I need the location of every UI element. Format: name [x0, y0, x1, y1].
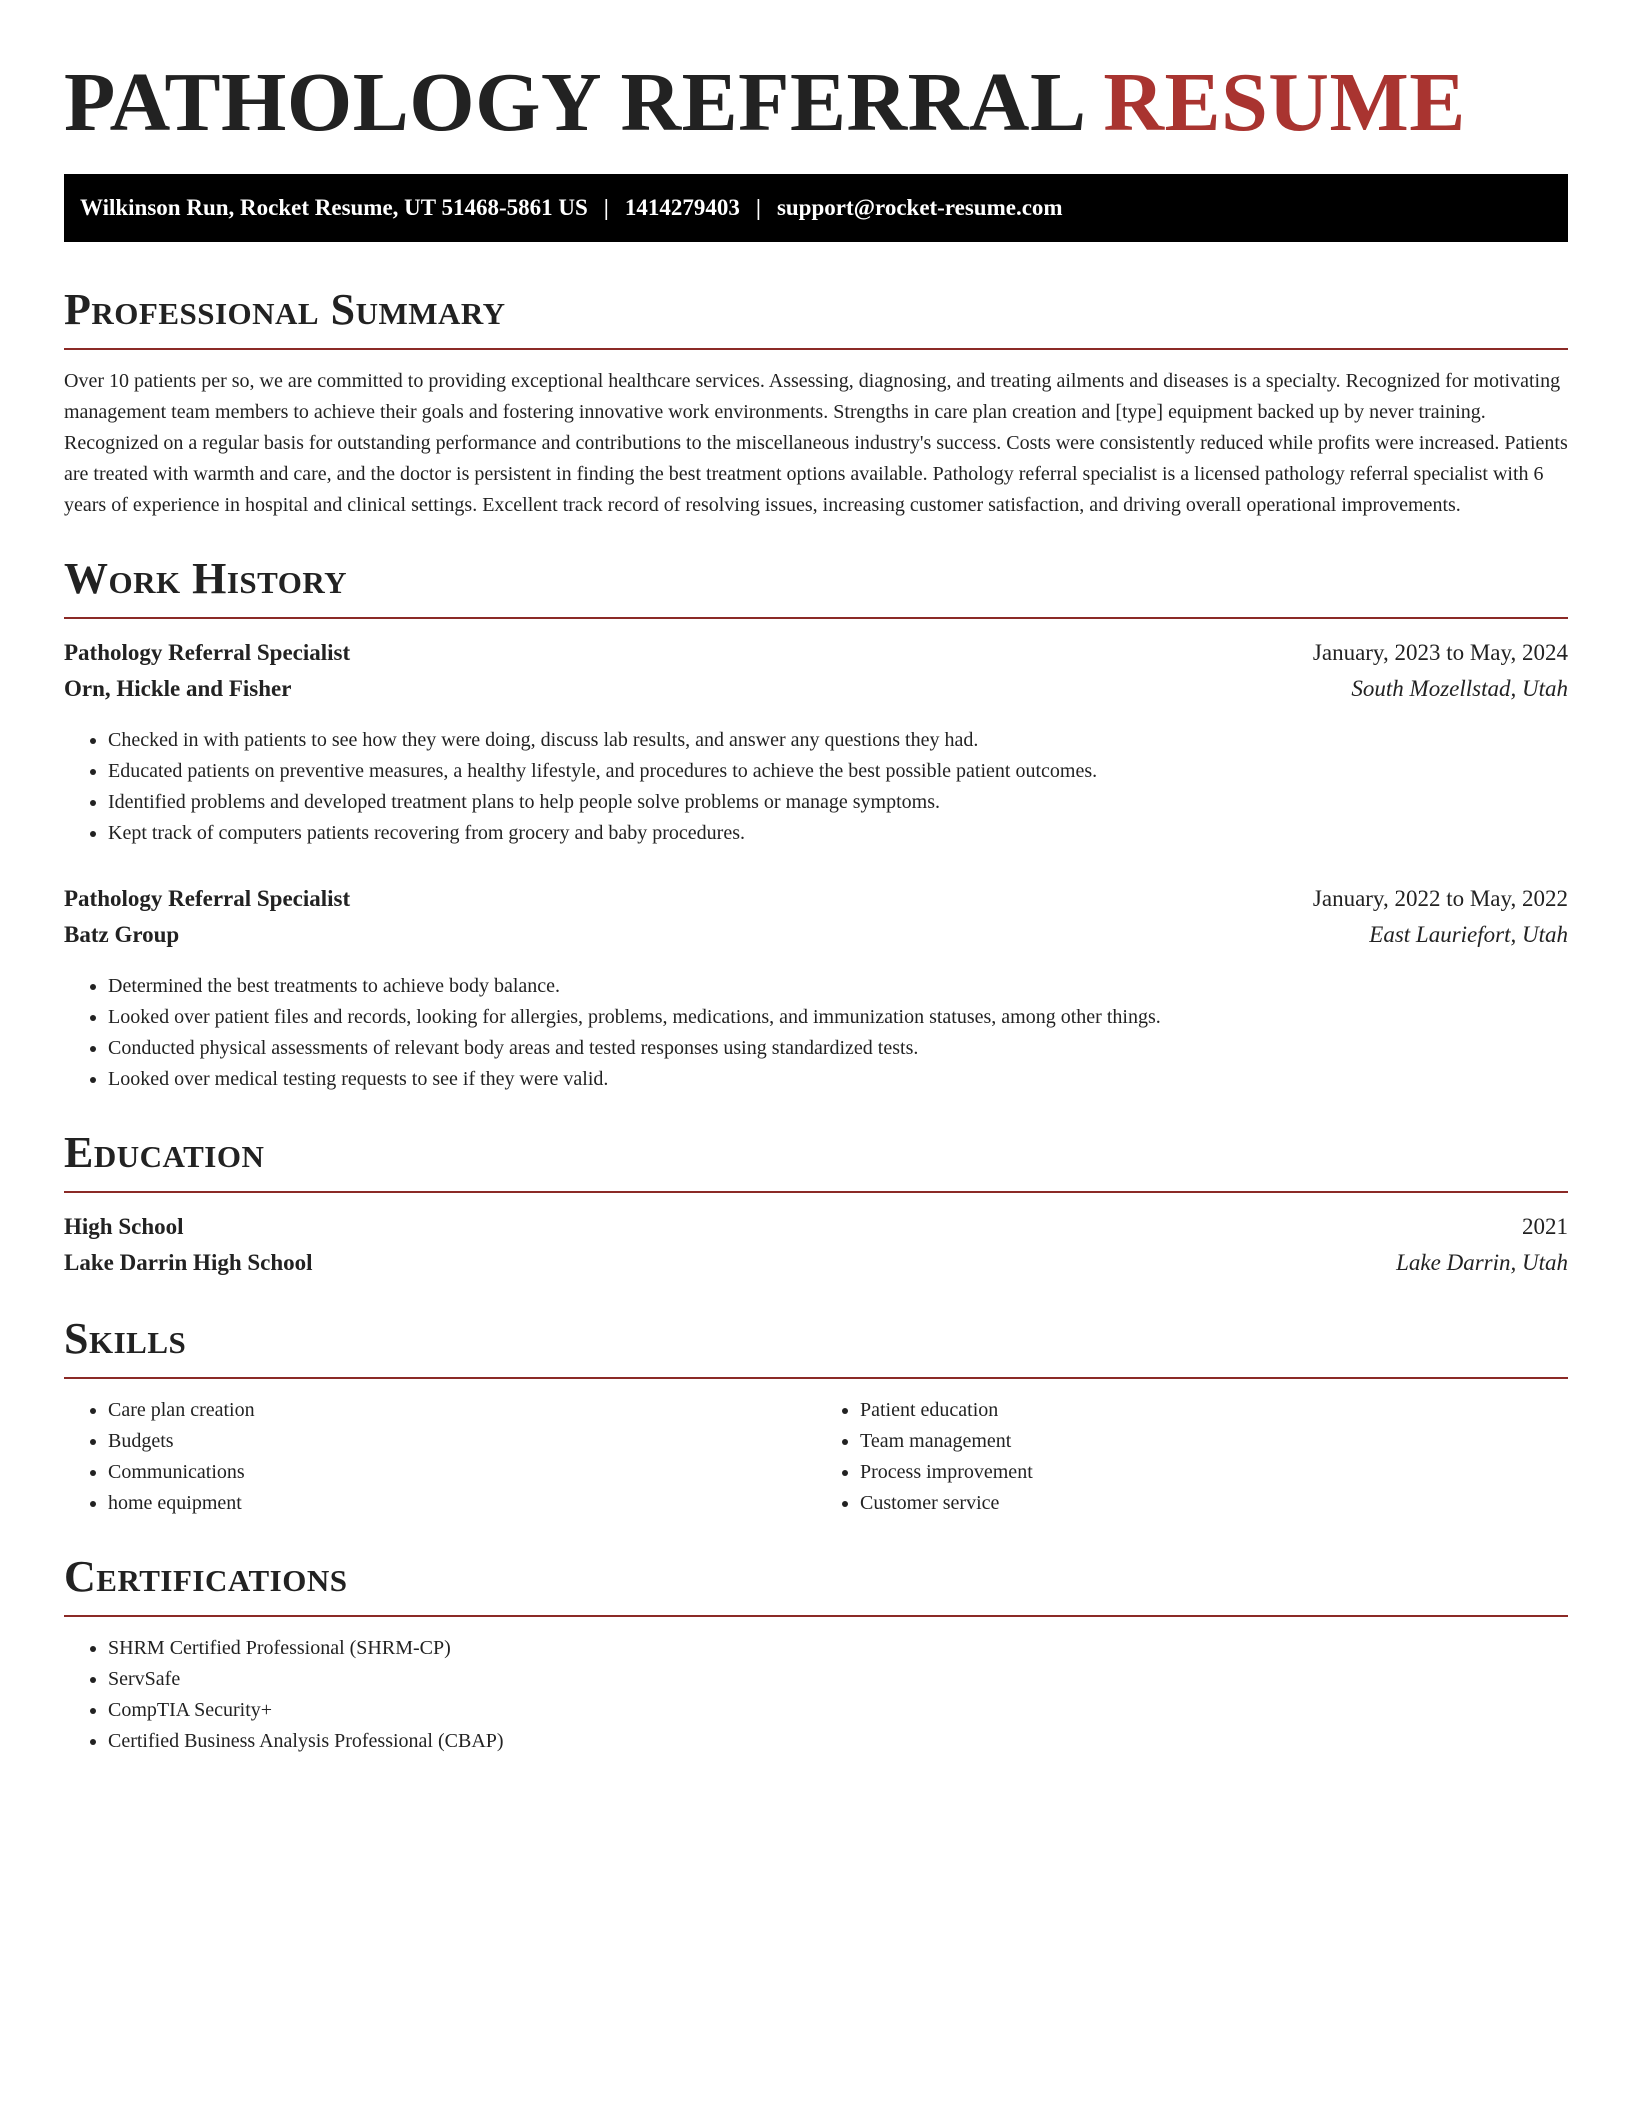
job-header-row: [64, 881, 1568, 917]
job-bullet: • Identified problems and developed treatment plans to help people solve problems or manage symptoms.: [108, 787, 1568, 818]
education-entry: [64, 1209, 1568, 1281]
education-year: 2021: [1522, 1214, 1568, 1240]
job-location: East Lauriefort, Utah: [1369, 922, 1568, 948]
skills-column-right: [816, 1395, 1568, 1519]
job-bullet: • Determined the best treatments to achieve body balance.: [108, 971, 1568, 1002]
certification-item: • CompTIA Security+: [108, 1695, 1568, 1726]
job-dates: January, 2023 to May, 2024: [1312, 640, 1568, 666]
job-header-row: [64, 635, 1568, 671]
job-company: Orn, Hickle and Fisher: [64, 676, 292, 702]
job-bullet: • Conducted physical assessments of relevant body areas and tested responses using standardized tests.: [108, 1033, 1568, 1064]
job-title: Pathology Referral Specialist: [64, 640, 351, 666]
skill-item: • Customer service: [860, 1488, 1568, 1519]
skill-item: • home equipment: [108, 1488, 816, 1519]
job-bullet: • Checked in with patients to see how they were doing, discuss lab results, and answer any questions they had.: [108, 725, 1568, 756]
job-bullet: • Educated patients on preventive measures, a healthy lifestyle, and procedures to achieve the best possible patient outcomes.: [108, 756, 1568, 787]
resume-page: [64, 0, 1568, 1757]
resume-title: [64, 0, 1568, 154]
contact-address: Wilkinson Run, Rocket Resume, UT 51468-5861 US: [80, 195, 588, 221]
education-degree: High School: [64, 1214, 184, 1240]
job-bullet: • Kept track of computers patients recovering from grocery and baby procedures.: [108, 818, 1568, 849]
certification-item: • Certified Business Analysis Professional (CBAP): [108, 1726, 1568, 1757]
summary-heading: Professional Summary: [64, 288, 1568, 350]
job-bullet-list: [64, 971, 1568, 1095]
skill-item: • Process improvement: [860, 1457, 1568, 1488]
education-heading: Education: [64, 1131, 1568, 1193]
job-company-row: [64, 917, 1568, 953]
skills-grid: [64, 1395, 1568, 1519]
education-location: Lake Darrin, Utah: [1396, 1250, 1568, 1276]
title-main: PATHOLOGY REFERRAL: [64, 56, 1082, 149]
skills-column-left: [64, 1395, 816, 1519]
job-bullet: • Looked over medical testing requests to see if they were valid.: [108, 1064, 1568, 1095]
education-school: Lake Darrin High School: [64, 1250, 313, 1276]
skill-item: • Communications: [108, 1457, 816, 1488]
job-company-row: [64, 671, 1568, 707]
certifications-heading: Certifications: [64, 1555, 1568, 1617]
job-entry: [64, 881, 1568, 1095]
job-dates: January, 2022 to May, 2022: [1312, 886, 1568, 912]
education-school-row: [64, 1245, 1568, 1281]
job-entry: [64, 635, 1568, 849]
skill-item: • Team management: [860, 1426, 1568, 1457]
title-accent: RESUME: [1103, 56, 1466, 149]
education-degree-row: [64, 1209, 1568, 1245]
job-bullet-list: [64, 725, 1568, 849]
contact-phone: 1414279403: [624, 195, 740, 221]
job-location: South Mozellstad, Utah: [1351, 676, 1568, 702]
certifications-list: [64, 1633, 1568, 1757]
skills-heading: Skills: [64, 1317, 1568, 1379]
contact-separator: |: [755, 195, 761, 221]
summary-text: Over 10 patients per so, we are committed to providing exceptional healthcare services. Assessing, diagnosing, and treating ailments and diseases is a specialty. Recognized for motivating management team members to achieve their goals and fostering innovative work environments. Strengths in care plan creation and [type] equipment backed up by never training. Recognized on a regular basis for outstanding performance and contributions to the miscellaneous industry's success. Costs were consistently reduced while profits were increased. Patients are treated with warmth and care, and the doctor is persistent in finding the best treatment options available. Pathology referral specialist is a licensed pathology referral specialist with 6 years of experience in hospital and clinical settings. Excellent track record of resolving issues, increasing customer satisfaction, and driving overall operational improvements.: [64, 370, 1568, 517]
contact-separator: |: [603, 195, 609, 221]
certification-item: • SHRM Certified Professional (SHRM-CP): [108, 1633, 1568, 1664]
skill-item: • Patient education: [860, 1395, 1568, 1426]
skills-list: [64, 1395, 816, 1519]
skill-item: • Care plan creation: [108, 1395, 816, 1426]
contact-bar: [64, 174, 1568, 242]
job-company: Batz Group: [64, 922, 180, 948]
contact-email: support@rocket-resume.com: [776, 195, 1063, 221]
job-title: Pathology Referral Specialist: [64, 886, 351, 912]
certification-item: • ServSafe: [108, 1664, 1568, 1695]
skill-item: • Budgets: [108, 1426, 816, 1457]
work-history-heading: Work History: [64, 557, 1568, 619]
job-bullet: • Looked over patient files and records, looking for allergies, problems, medications, and immunization statuses, among other things.: [108, 1002, 1568, 1033]
skills-list: [816, 1395, 1568, 1519]
